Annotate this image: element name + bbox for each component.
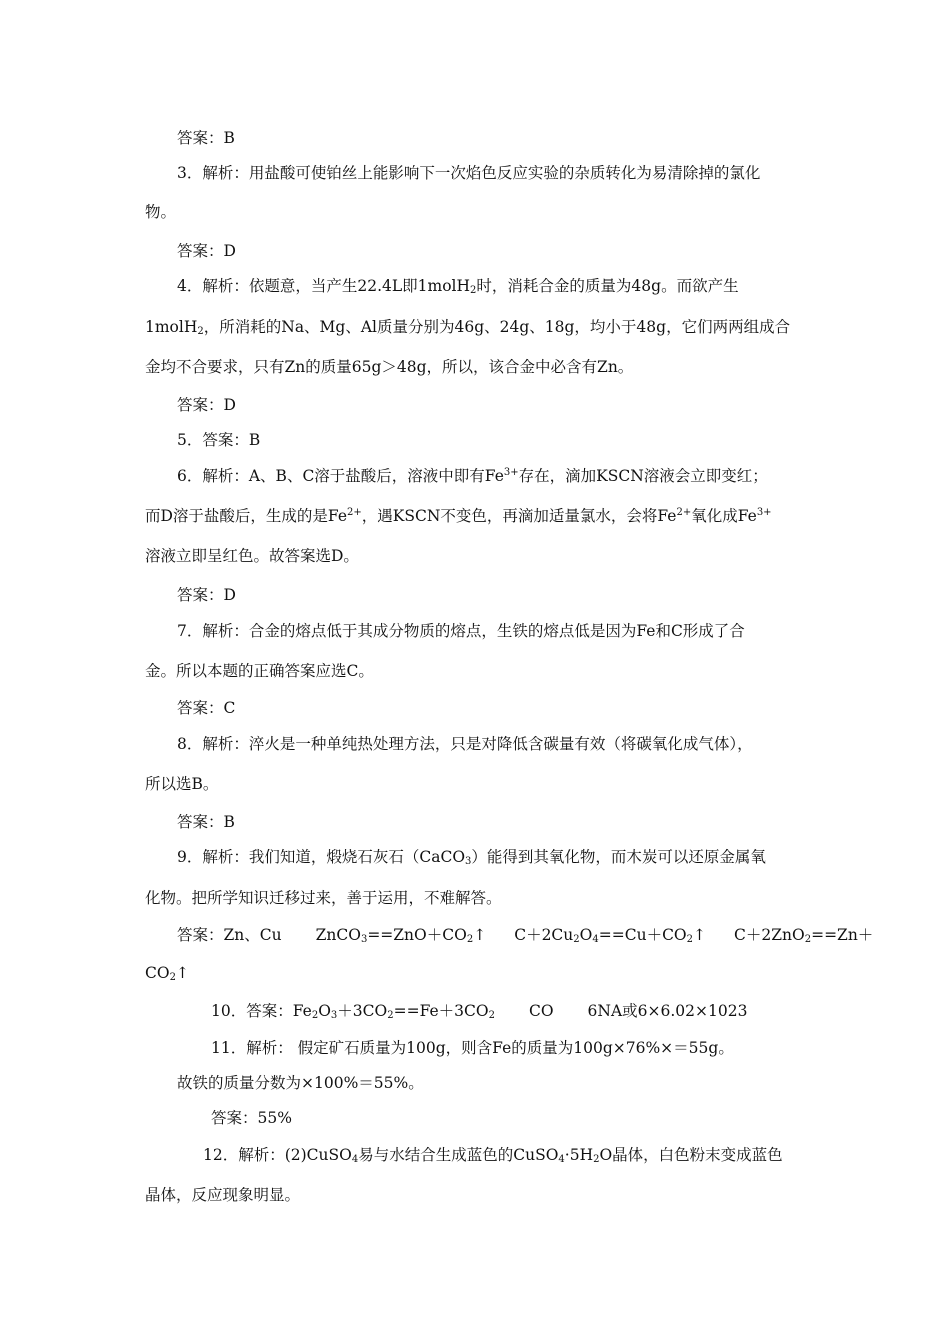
answer-2: 答案：B: [177, 129, 235, 147]
answer-4: 答案：D: [177, 396, 236, 414]
explanation-3: 3．解析：用盐酸可使铂丝上能影响下一次焰色反应实验的杂质转化为易清除掉的氯化: [177, 164, 761, 182]
answer-5: 5．答案：B: [177, 431, 261, 449]
explanation-3-cont: 物。: [145, 203, 177, 221]
answer-10: 10．答案：$Fe_2O_3+3CO_2==Fe+3CO_2$ CO 6NA或6×6.02×1023: [211, 1002, 748, 1021]
answer-6: 答案：D: [177, 586, 236, 604]
answer-11: 答案：55%: [211, 1109, 292, 1127]
explanation-6: 6．解析：A、B、C溶于盐酸后，溶液中即有$Fe^{3+}$存在，滴加KSCN溶液会立即变红；: [177, 467, 768, 485]
answer-9-cont: $CO_2↑$: [145, 964, 189, 983]
explanation-7-cont: 金。所以本题的正确答案应选C。: [145, 662, 374, 680]
answer-7: 答案：C: [177, 699, 236, 717]
answer-8: 答案：B: [177, 813, 235, 831]
explanation-4: 4．解析：依题意，当产生22.4L即1molH$_2$时，消耗合金的质量为48g。而欲产生: [177, 277, 739, 296]
answer-9: 答案：Zn、Cu $ZnCO_3==ZnO+CO_2↑$ $C+2Cu_2O_4==Cu+CO_2↑$ C＋2ZnO$_2$==Zn＋: [177, 926, 874, 945]
explanation-6-cont-1: 而D溶于盐酸后，生成的是$Fe^{2+}$，遇KSCN不变色，再滴加适量氯水，会将$Fe^{2+}$氧化成$Fe^{3+}$: [145, 507, 772, 525]
explanation-4-cont-2: 金均不合要求，只有Zn的质量65g＞48g，所以，该合金中必含有Zn。: [145, 358, 634, 376]
answer-3: 答案：D: [177, 242, 236, 260]
explanation-12-cont: 晶体，反应现象明显。: [145, 1186, 301, 1204]
explanation-12: 12．解析：(2)CuSO$_4$易与水结合生成蓝色的$CuSO_4\cdot 5H_2O$晶体，白色粉末变成蓝色: [203, 1146, 783, 1165]
explanation-9-cont: 化物。把所学知识迁移过来，善于运用，不难解答。: [145, 889, 502, 907]
explanation-6-cont-2: 溶液立即呈红色。故答案选D。: [145, 547, 359, 565]
explanation-4-cont-1: 1molH$_2$，所消耗的Na、Mg、Al质量分别为46g、24g、18g，均小于48g，它们两两组成合: [145, 318, 791, 337]
explanation-7: 7．解析：合金的熔点低于其成分物质的熔点，生铁的熔点低是因为Fe和C形成了合: [177, 622, 745, 640]
explanation-11-cont: 故铁的质量分数为×100%＝55%。: [177, 1074, 424, 1092]
explanation-8-cont: 所以选B。: [145, 775, 219, 793]
explanation-8: 8．解析：淬火是一种单纯热处理方法，只是对降低含碳量有效（将碳氧化成气体），: [177, 735, 753, 753]
explanation-9: 9．解析：我们知道，煅烧石灰石（CaCO$_3$）能得到其氧化物，而木炭可以还原金属氧: [177, 848, 766, 867]
explanation-11: 11．解析： 假定矿石质量为100g，则含Fe的质量为100g×76%×＝55g。: [211, 1039, 734, 1057]
